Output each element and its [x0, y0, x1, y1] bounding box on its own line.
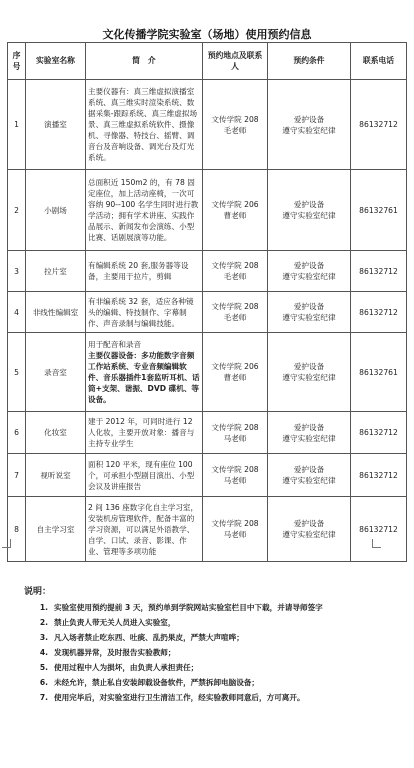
list-item: [24, 663, 404, 672]
lab-location: [203, 292, 268, 333]
intro-line: 主要仪器设备：多功能数字音频工作站系统、专业音频编辑软件、音乐器插件1套监听耳机、话筒+支架、谐振、DVD 碟机、等设备。: [88, 351, 200, 404]
list-item: [24, 603, 404, 612]
condition-line: 爱护设备: [293, 261, 325, 270]
location-contact: 马老师: [223, 530, 247, 539]
header-name: 实验室名称: [26, 43, 86, 80]
lab-location: [203, 412, 268, 454]
table-row: [8, 454, 407, 497]
lab-location: [203, 454, 268, 497]
lab-conditions: [268, 80, 351, 170]
location-room: 文传学院 208: [211, 465, 259, 474]
notes-list: [24, 603, 404, 702]
note-text: 实验室使用预约提前 3 天，预约单到学院网站实验室栏目中下载，并请导师签字: [54, 603, 323, 612]
row-index: 4: [8, 292, 26, 333]
lab-name: 演播室: [26, 80, 86, 170]
note-number: 5.: [39, 662, 48, 672]
condition-line: 遵守实验室纪律: [282, 530, 336, 539]
note-number: 7.: [39, 692, 48, 702]
note-text: 使用过程中人为损坏，由负责人承担责任；: [54, 662, 199, 672]
condition-line: 遵守实验室纪律: [282, 373, 336, 382]
lab-conditions: [268, 292, 351, 333]
lab-location: [203, 497, 268, 562]
list-item: [24, 678, 404, 687]
location-room: 文传学院 208: [211, 302, 259, 311]
note-number: 1.: [39, 603, 48, 612]
lab-name: 自主学习室: [26, 497, 86, 562]
condition-line: 爱护设备: [293, 422, 325, 432]
table-row: [8, 412, 407, 454]
condition-line: 遵守实验室纪律: [282, 272, 336, 281]
location-contact: 曹老师: [223, 373, 247, 382]
location-contact: 马老师: [223, 476, 247, 485]
lab-intro: 2 间 136 座数字化自主学习室，安装机房管理软件，配备丰富的学习资源，可以满足外语教学、自学、口试、录音、影课、作业、管理等多项功能: [86, 497, 203, 562]
row-index: 3: [8, 251, 26, 292]
row-index: 1: [8, 80, 26, 170]
row-index: 2: [8, 170, 26, 251]
reservation-table: [7, 42, 407, 562]
lab-conditions: [268, 412, 351, 454]
lab-conditions: [268, 333, 351, 412]
row-index: 8: [8, 497, 26, 562]
condition-line: 爱护设备: [293, 200, 325, 209]
lab-location: [203, 251, 268, 292]
lab-intro: 有编辑系统 20 套,服务器等设备，主要用于拉片，剪辑: [86, 251, 203, 292]
note-number: 3.: [39, 632, 48, 642]
lab-name: 录音室: [26, 333, 86, 412]
location-contact: 马老师: [223, 433, 247, 443]
condition-line: 遵守实验室纪律: [282, 313, 336, 322]
lab-phone: 86132761: [351, 333, 407, 412]
lab-phone: 86132761: [351, 170, 407, 251]
lab-intro: 面积 120 平米，现有座位 100 个，可承担小型剧目演出、小型会议及讲座报告: [86, 454, 203, 497]
header-conditions: 预约条件: [268, 43, 351, 80]
location-room: 文传学院 208: [211, 114, 259, 124]
condition-line: 遵守实验室纪律: [282, 211, 336, 220]
note-text: 使用完毕后，对实验室进行卫生清洁工作，经实验教师同意后，方可离开。: [54, 692, 305, 702]
intro-line: 用于配音和录音: [88, 340, 142, 349]
header-location: 预约地点及联系人: [203, 43, 268, 80]
condition-line: 遵守实验室纪律: [282, 433, 336, 443]
lab-conditions: [268, 251, 351, 292]
condition-line: 爱护设备: [293, 302, 325, 311]
lab-phone: 86132712: [351, 80, 407, 170]
condition-line: 遵守实验室纪律: [282, 476, 336, 485]
lab-name: 拉片室: [26, 251, 86, 292]
location-contact: 毛老师: [223, 125, 247, 135]
table-header-row: [8, 43, 407, 80]
location-room: 文传学院 206: [211, 200, 259, 209]
location-contact: 曹老师: [223, 211, 247, 220]
lab-phone: 86132712: [351, 454, 407, 497]
header-phone: 联系电话: [351, 43, 407, 80]
list-item: [24, 618, 404, 627]
lab-phone: 86132712: [351, 292, 407, 333]
list-item: [24, 693, 404, 702]
note-number: 2.: [39, 617, 48, 627]
header-index: 序号: [8, 43, 26, 80]
location-room: 文传学院 206: [211, 362, 259, 371]
lab-phone: 86132712: [351, 497, 407, 562]
document-title: 文化传播学院实验室（场地）使用预约信息: [102, 28, 312, 41]
lab-conditions: [268, 170, 351, 251]
condition-line: 遵守实验室纪律: [282, 125, 336, 135]
note-number: 4.: [39, 647, 48, 657]
note-text: 发现机器异常，及时报告实验教师；: [54, 647, 176, 657]
location-room: 文传学院 208: [211, 422, 259, 432]
list-item: [24, 633, 404, 642]
lab-location: [203, 170, 268, 251]
lab-conditions: [268, 454, 351, 497]
note-number: 6.: [39, 677, 48, 687]
table-row: [8, 292, 407, 333]
page-corner-mark: [2, 539, 11, 548]
row-index: 6: [8, 412, 26, 454]
location-room: 文传学院 208: [211, 519, 259, 528]
lab-location: [203, 333, 268, 412]
notes-section: [24, 584, 404, 708]
lab-phone: 86132712: [351, 412, 407, 454]
row-index: 5: [8, 333, 26, 412]
note-text: 凡入场者禁止吃东西、吐痰、乱扔果皮，严禁大声喧哗；: [54, 632, 244, 642]
table-row: [8, 80, 407, 170]
page-corner-mark: [372, 539, 381, 548]
lab-name: 小剧场: [26, 170, 86, 251]
lab-conditions: [268, 497, 351, 562]
lab-intro: 主要仪器有：真三维虚拟演播室系统、真三维实时渲染系统、数据采集-跟踪系统、真三维虚拟场景、真三维虚拟系统软件、摄像机、寻像器、特技台、摇臂、调音台及音响设备、调光台及灯光系统。: [86, 80, 203, 170]
location-room: 文传学院 208: [211, 261, 259, 270]
lab-intro: 有非编系统 32 套，适应各种镜头的编辑、特技制作、字幕制作、声音录制与编辑技能。: [86, 292, 203, 333]
table-row: [8, 251, 407, 292]
table-row: [8, 497, 407, 562]
lab-intro: [86, 333, 203, 412]
location-contact: 毛老师: [223, 272, 247, 281]
condition-line: 爱护设备: [293, 362, 325, 371]
header-intro: 简 介: [86, 43, 203, 80]
condition-line: 爱护设备: [293, 114, 325, 124]
note-text: 禁止负责人带无关人员进入实验室，: [54, 617, 176, 627]
list-item: [24, 648, 404, 657]
lab-intro: 建于 2012 年，可同时进行 12 人化妆，主要开放对象：播音与主持专业学生: [86, 412, 203, 454]
lab-location: [203, 80, 268, 170]
lab-name: 非线性编辑室: [26, 292, 86, 333]
table-row: [8, 333, 407, 412]
lab-phone: 86132712: [351, 251, 407, 292]
table-row: [8, 170, 407, 251]
condition-line: 爱护设备: [293, 465, 325, 474]
lab-name: 视听说室: [26, 454, 86, 497]
location-contact: 毛老师: [223, 313, 247, 322]
note-text: 未经允许，禁止私自安装卸载设备软件，严禁拆卸电脑设备；: [54, 677, 260, 687]
row-index: 7: [8, 454, 26, 497]
notes-heading: 说明：: [24, 587, 52, 597]
lab-name: 化妆室: [26, 412, 86, 454]
lab-intro: 总面积近 150m2 的，有 78 固定座位，加上活动座椅，一次可容纳 90--100 名学生同时进行教学活动；拥有学术讲座、实践作品展示、新闻发布会演练、小型比赛、话剧展演等功能。: [86, 170, 203, 251]
condition-line: 爱护设备: [293, 519, 325, 528]
